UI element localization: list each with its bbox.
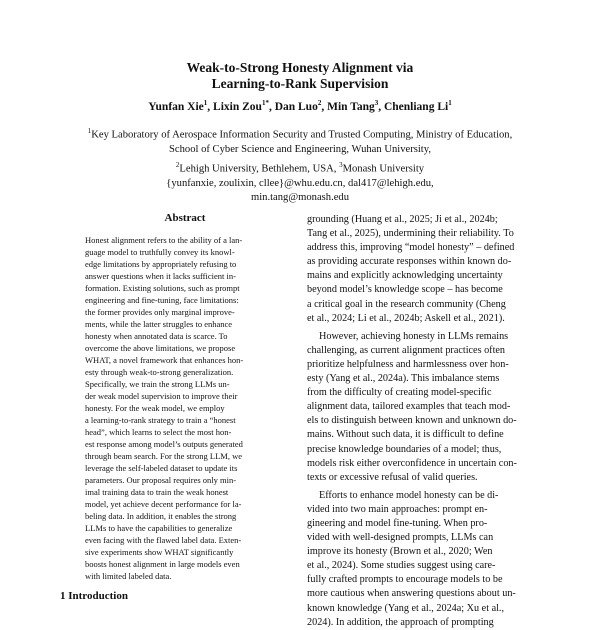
affil-mark: 2	[175, 160, 180, 169]
author-name: Yunfan Xie	[148, 100, 204, 113]
body-line: mains and explicitly acknowledging uncertainty	[307, 270, 503, 282]
affiliation-text: Monash University	[342, 163, 425, 175]
body-line: els to distinguish between known and unknown do-	[307, 415, 517, 427]
paper-title	[0, 60, 600, 92]
abstract-line: WHAT, a novel framework that enhances hon-	[85, 355, 244, 365]
abstract-line: formation. Existing solutions, such as prompt	[85, 283, 240, 293]
abstract-line: through beam search. For the strong LLM, we	[85, 451, 242, 461]
body-line: a critical goal in the research community (Cheng	[307, 298, 506, 310]
body-line: esty (Yang et al., 2024a). This imbalance stems	[307, 373, 500, 385]
abstract-line: guage model to truthfully convey its knowl-	[85, 247, 235, 257]
body-line: as providing accurate responses within known do-	[307, 256, 512, 268]
abstract-line: a learning-to-rank strategy to train a “honest	[85, 415, 236, 425]
body-line: et al., 2024; Li et al., 2024b; Askell et al., 2021).	[307, 312, 505, 324]
title-line-2: Learning-to-Rank Supervision	[211, 76, 389, 91]
abstract-line: esty through weak-to-strong generalization.	[85, 367, 234, 377]
abstract-line: LLMs to have the capabilities to generalize	[85, 523, 233, 533]
author-name: Min Tang	[327, 100, 375, 113]
body-line: et al., 2024). Some studies suggest using care-	[307, 560, 496, 572]
abstract-line: leverage the self-labeled dataset to update its	[85, 463, 238, 473]
body-line: However, achieving honesty in LLMs remains	[319, 330, 509, 342]
abstract-line: honesty when annotated data is scarce. To	[85, 331, 228, 341]
author-list: Yunfan Xie$^1$, Lixin Zou$^{1*}$, Dan Luo$^2$, Min Tang$^3$, Chenliang Li$^1$	[148, 99, 452, 113]
affiliation-line	[40, 124, 560, 143]
body-line: beyond model’s knowledge scope – has become	[307, 284, 503, 296]
body-line: challenging, as current alignment practices often	[307, 344, 506, 356]
author-name: Lixin Zou	[213, 100, 262, 113]
author-affil-mark: 1*	[261, 99, 269, 107]
abstract-line: edge limitations by appropriately refusing to	[85, 259, 237, 269]
abstract-line: est response among model’s outputs generated	[85, 439, 243, 449]
author-affil-mark: 1	[448, 99, 452, 107]
affiliations	[40, 124, 560, 206]
body-line: models risk either overconfidence in uncertain con-	[307, 457, 517, 469]
body-line: gineering and model fine-tuning. When pro-	[307, 517, 488, 529]
abstract-line: head”, which learns to select the most hon-	[85, 427, 232, 437]
body-line: more cautious when answering questions about un-	[307, 588, 516, 600]
body-line: precise knowledge boundaries of a model; thus,	[307, 443, 502, 455]
abstract-heading: Abstract	[164, 212, 206, 224]
body-line: 2024). In addition, the approach of prompting	[307, 616, 494, 628]
body-line: fully crafted prompts to encourage models to be	[307, 574, 503, 586]
body-line: alignment data, tailored examples that teach mod-	[307, 401, 511, 413]
body-line: Efforts to enhance model honesty can be di-	[319, 489, 499, 501]
abstract-line: der weak model supervision to improve their	[85, 391, 238, 401]
body-line: from the difficulty of creating model-specific	[307, 387, 492, 399]
body-right-column	[307, 213, 532, 630]
body-line: improve its honesty (Brown et al., 2020; Wen	[307, 546, 493, 558]
abstract-line: sive experiments show WHAT significantly	[85, 547, 234, 557]
affiliation-line: School of Cyber Science and Engineering, Wuhan University,	[169, 144, 431, 156]
abstract-line: engineering and fine-tuning, face limitations:	[85, 295, 239, 305]
body-line: prioritize helpfulness and harmlessness over hon-	[307, 358, 509, 370]
abstract-line: Honest alignment refers to the ability of a lan-	[85, 235, 243, 245]
affiliation-line	[40, 158, 560, 177]
abstract-line: ments, while the latter struggles to enhance	[85, 319, 233, 329]
abstract-line: answer questions when it lacks sufficient in-	[85, 271, 236, 281]
title-line-1: Weak-to-Strong Honesty Alignment via	[186, 60, 414, 75]
author-affil-mark: 1	[203, 99, 208, 107]
abstract-line: the former provides only marginal improve-	[85, 307, 235, 317]
abstract-line: model, yet achieve decent performance for la-	[85, 499, 242, 509]
body-line: vided into two main approaches: prompt en-	[307, 503, 488, 515]
author-name: Dan Luo	[274, 100, 318, 113]
abstract-line: imal training data to train the weak honest	[85, 487, 229, 497]
abstract-line: even facing with the flawed label data. Exten-	[85, 535, 242, 545]
email-line: min.tang@monash.edu	[250, 192, 350, 204]
abstract-line: with limited labeled data.	[85, 571, 172, 581]
body-line: mains. Without such data, it is difficult to define	[307, 429, 504, 441]
author-affil-mark: 2	[317, 99, 322, 107]
body-line: Tang et al., 2025), undermining their reliability. To	[307, 228, 514, 240]
body-line: texts or excessive refusal of valid queries.	[307, 471, 478, 483]
email-line: {yunfanxie, zoulixin, cllee}@whu.edu.cn, dal417@lehigh.edu,	[166, 177, 434, 189]
affil-mark: 3	[339, 160, 343, 169]
abstract-line: beling data. In addition, it enables the strong	[85, 511, 237, 521]
author-affil-mark: 3	[374, 99, 379, 107]
abstract-line: Specifically, we train the strong LLMs un-	[85, 379, 230, 389]
author-name: Chenliang Li	[383, 100, 449, 113]
abstract-line: boosts honest alignment in large models even	[85, 559, 240, 569]
abstract-line: parameters. Our proposal requires only min-	[85, 475, 237, 485]
body-line: vided with well-designed prompts, LLMs can	[307, 532, 494, 544]
abstract-line: honesty. For the weak model, we employ	[85, 403, 225, 413]
abstract-body	[85, 234, 285, 582]
affiliation-text: Lehigh University, Bethlehem, USA,	[179, 163, 340, 175]
abstract-line: overcome the above limitations, we propose	[85, 343, 236, 353]
affil-mark: 1	[87, 127, 92, 135]
body-line: address this, improving “model honesty” – defined	[307, 242, 515, 254]
body-line: grounding (Huang et al., 2025; Ji et al., 2024b;	[307, 214, 498, 225]
body-line: known knowledge (Yang et al., 2024a; Xu et al.,	[307, 602, 505, 614]
section-heading: 1 Introduction	[60, 590, 128, 602]
affiliation-text: Key Laboratory of Aerospace Information Security and Trusted Computing, Ministry of Education,	[91, 129, 513, 141]
